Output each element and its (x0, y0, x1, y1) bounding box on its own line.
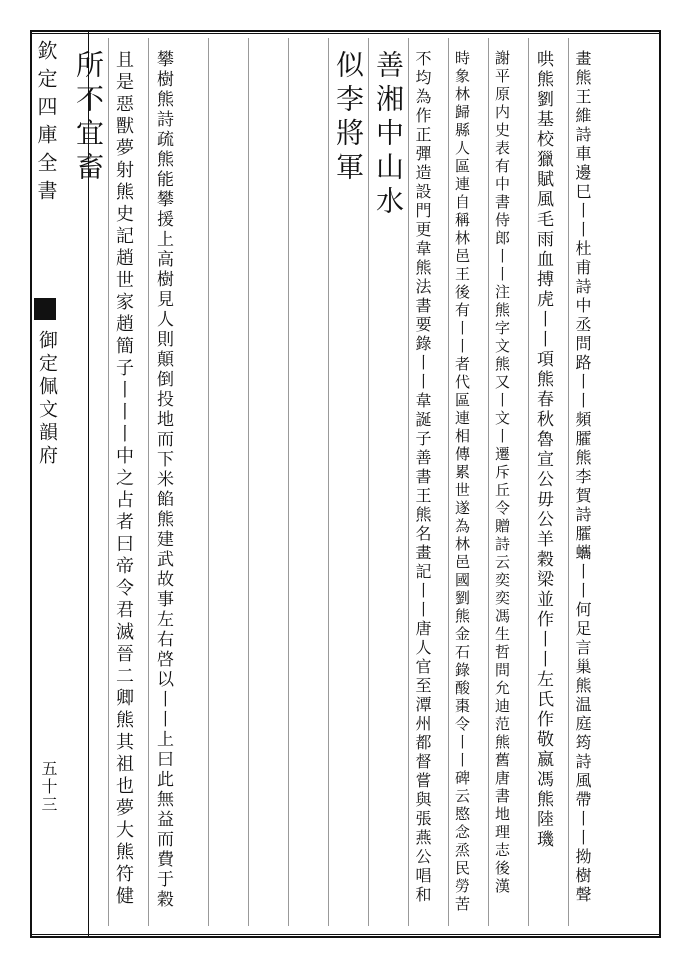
text-column-8: 攀樹熊詩疏熊能攀援上高樹見人則顛倒投地而下米餡熊建武故事左右啓以丨丨上曰此無益而費于穀 (153, 50, 173, 910)
text-column-3: 謝平原内史表有中書侍郎丨丨注熊字文熊又丨文丨遷斥丘令贈詩云奕奕馮生哲問允迪范熊舊唐書地理志後漢 (493, 50, 511, 896)
text-column-5: 不均為作正彈造設門更韋熊法書要錄丨丨韋誕子善書王熊名畫記丨丨唐人官至潭州都督嘗與張燕公唱和 (413, 50, 432, 905)
column-rule (528, 38, 529, 926)
column-rule (408, 38, 409, 926)
margin-series-title: 欽定四庫全書 (34, 40, 58, 208)
text-column-6: 善湘中山水 (372, 50, 405, 220)
column-rule (368, 38, 369, 926)
column-rule (568, 38, 569, 926)
bottom-rule (30, 934, 661, 938)
margin-page-number: 五十三 (39, 760, 58, 814)
text-column-2: 哄熊劉基校獵賦風毛雨血搏虎丨丨項熊春秋魯宣公毋公羊穀梁並作丨丨左氏作敬嬴馮熊陸璣 (533, 50, 553, 850)
text-column-7: 似李將軍 (332, 50, 365, 186)
column-rule (108, 38, 109, 926)
column-rule (248, 38, 249, 926)
column-rule (328, 38, 329, 926)
text-column-1: 畫熊王維詩車邊巳丨丨杜甫詩中丞問路丨丨頻臛熊李賀詩臛蠵丨丨何足言巢熊温庭筠詩風帶丨丨拗樹聲 (573, 50, 592, 905)
column-rule (288, 38, 289, 926)
top-rule (30, 30, 661, 34)
margin-fishtail-mark (34, 298, 56, 320)
text-column-4: 時象林歸縣人區連自稱林邑王後有丨丨者代區連相傳累世遂為林邑國劉熊金石錄酸棗令丨丨碑云愍念烝民勞苦 (453, 50, 471, 914)
margin-book-title: 御定佩文韻府 (36, 330, 58, 468)
column-rule (488, 38, 489, 926)
column-rule (208, 38, 209, 926)
column-rule (448, 38, 449, 926)
text-column-9: 且是惡獸夢射熊史記趙世家趙簡子丨丨丨中之占者曰帝令君滅晉二卿熊其祖也夢大熊符健 (113, 50, 134, 908)
column-rule (148, 38, 149, 926)
text-column-10: 所不宜畜 (72, 50, 105, 186)
